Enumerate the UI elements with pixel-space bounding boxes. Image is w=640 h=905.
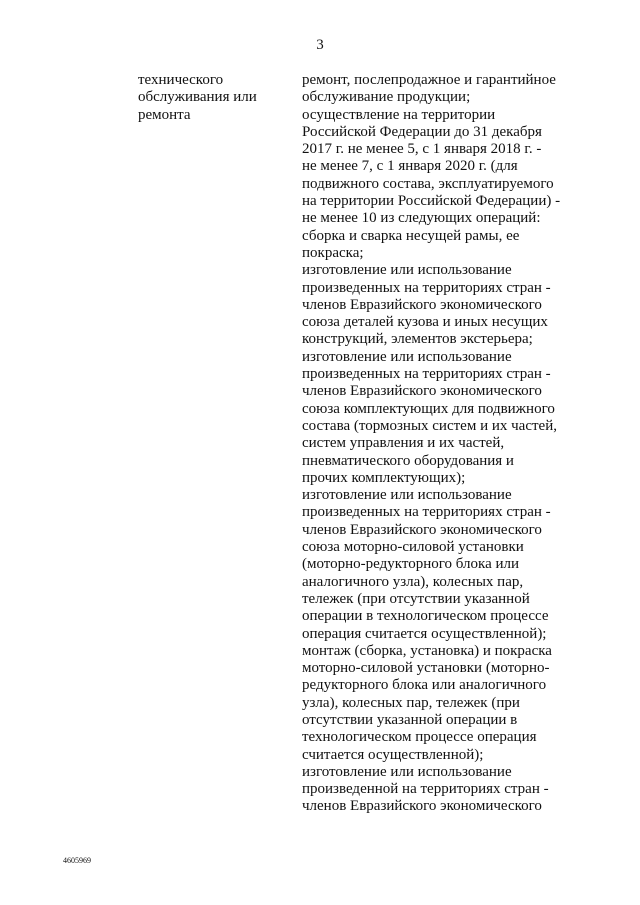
text-line: произведенных на территориях стран - [302,279,551,296]
text-line: обслуживание продукции; [302,89,471,106]
text-line: узла), колесных пар, тележек (при [302,694,520,711]
text-line: состава (тормозных систем и их частей, [302,417,557,434]
text-line: союза деталей кузова и иных несущих [302,314,548,331]
text-line: членов Евразийского экономического [302,296,542,313]
text-line: считается осуществленной); [302,746,484,763]
text-line: ремонт, послепродажное и гарантийное [302,72,556,88]
text-line: союза моторно-силовой установки [302,539,524,556]
text-line: изготовление или использование [302,262,512,279]
left-column-line: технического [138,72,224,88]
text-line: покраска; [302,244,364,261]
text-line: членов Евразийского экономического [302,798,542,815]
text-line: пневматического оборудования и [302,452,514,469]
text-line: операции в технологическом процессе [302,608,549,625]
text-line: систем управления и их частей, [302,435,505,452]
text-line: изготовление или использование [302,487,512,504]
left-column-line: обслуживания или [138,89,257,106]
text-line: на территории Российской Федерации) - [302,193,561,210]
text-line: членов Евразийского экономического [302,383,542,400]
text-line: моторно-силовой установки (моторно- [302,660,550,677]
text-line: монтаж (сборка, установка) и покраска [302,642,552,659]
text-line: произведенных на территориях стран - [302,366,551,383]
text-line: изготовление или использование [302,763,512,780]
text-line: членов Евразийского экономического [302,521,542,538]
text-line: тележек (при отсутствии указанной [302,590,530,607]
left-column [138,72,278,124]
text-line: 2017 г. не менее 5, с 1 января 2018 г. - [302,141,542,158]
right-column [302,72,562,816]
text-line: не менее 10 из следующих операций: [302,210,541,227]
text-line: редукторного блока или аналогичного [302,677,547,694]
text-line: союза комплектующих для подвижного [302,400,555,417]
page-number: 3 [316,37,324,53]
text-line: изготовление или использование [302,348,512,365]
text-line: не менее 7, с 1 января 2020 г. (для [302,158,518,175]
text-line: подвижного состава, эксплуатируемого [302,175,554,192]
text-line: прочих комплектующих); [302,469,466,486]
text-line: произведенных на территориях стран - [302,504,551,521]
text-line: операция считается осуществленной); [302,625,547,642]
text-line: технологическом процессе операция [302,729,537,746]
left-column-line: ремонта [138,106,191,123]
text-line: отсутствии указанной операции в [302,711,518,728]
text-line: (моторно-редукторного блока или [302,556,520,573]
text-line: осуществление на территории [302,106,496,123]
text-line: произведенной на территориях стран - [302,781,549,798]
text-line: сборка и сварка несущей рамы, ее [302,227,520,244]
text-line: конструкций, элементов экстерьера; [302,331,533,348]
text-line: Российской Федерации до 31 декабря [302,123,542,140]
document-id: 4605969 [63,856,91,865]
text-line: аналогичного узла), колесных пар, [302,573,524,590]
